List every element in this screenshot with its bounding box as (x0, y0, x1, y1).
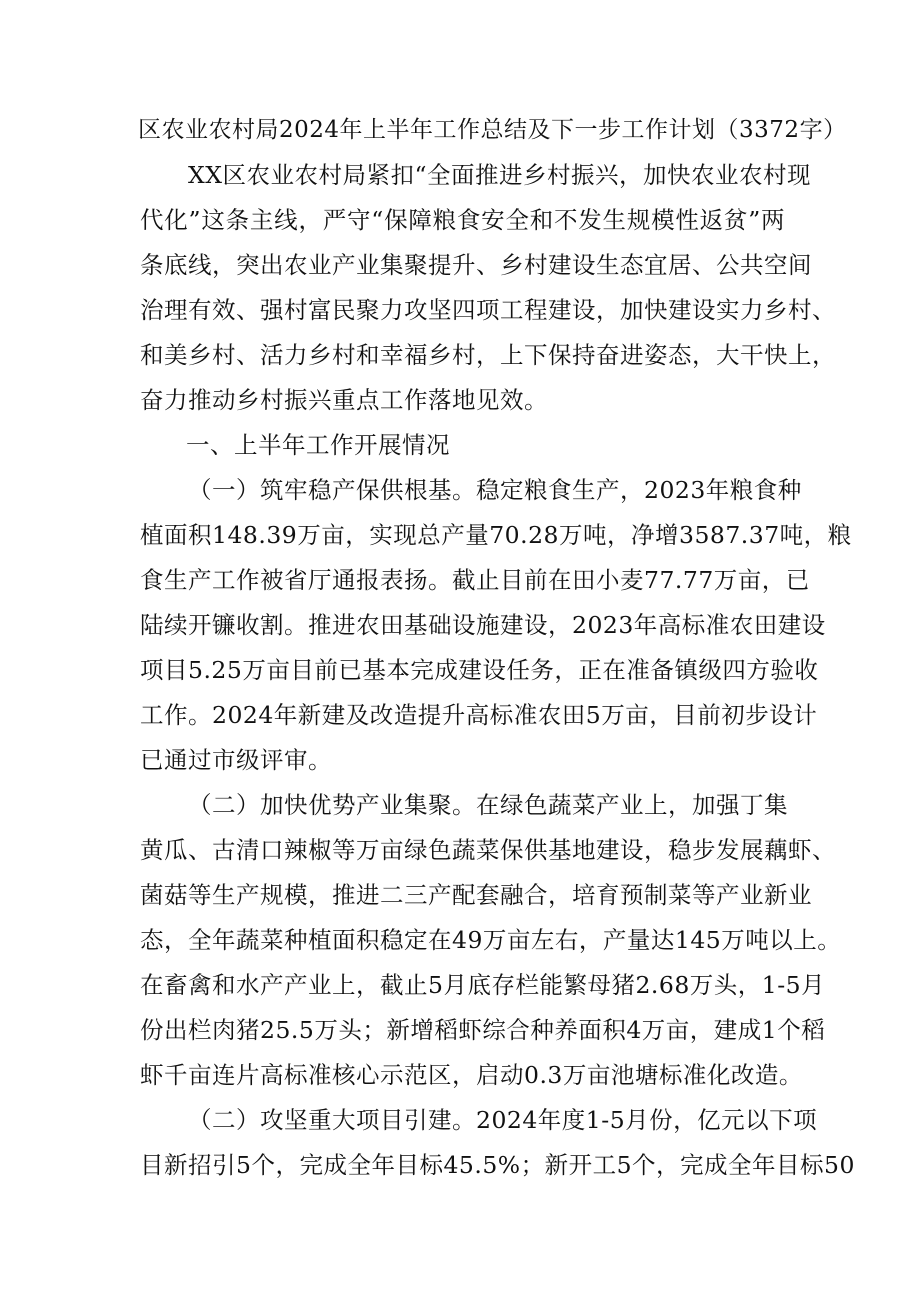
para2-line-6: 份出栏肉猪25.5万头；新增稻虾综合种养面积4万亩，建成1个稻 (140, 1016, 826, 1044)
intro-line-1: XX区农业农村局紧扣“全面推进乡村振兴，加快农业农村现 (188, 161, 811, 189)
intro-line-3: 条底线，突出农业产业集聚提升、乡村建设生态宜居、公共空间 (140, 251, 812, 279)
para2-line-2: 黄瓜、古清口辣椒等万亩绿色蔬菜保供基地建设，稳步发展藕虾、 (140, 836, 836, 864)
para1-line-2: 植面积148.39万亩，实现总产量70.28万吨，净增3587.37吨，粮 (140, 521, 852, 549)
para1-line-5: 项目5.25万亩目前已基本完成建设任务，正在准备镇级四方验收 (140, 656, 819, 684)
para3-line-2: 目新招引5个，完成全年目标45.5%；新开工5个，完成全年目标50 (140, 1151, 855, 1179)
para1-line-4: 陆续开镰收割。推进农田基础设施建设，2023年高标准农田建设 (140, 611, 826, 639)
para2-line-7: 虾千亩连片高标准核心示范区，启动0.3万亩池塘标准化改造。 (140, 1061, 803, 1089)
para2-line-5: 在畜禽和水产产业上，截止5月底存栏能繁母猪2.68万头，1-5月 (140, 971, 826, 999)
intro-line-2: 代化”这条主线，严守“保障粮食安全和不发生规模性返贫”两 (140, 206, 785, 234)
para1-line-3: 食生产工作被省厅通报表扬。截止目前在田小麦77.77万亩，已 (140, 566, 810, 594)
intro-line-4: 治理有效、强村富民聚力攻坚四项工程建设，加快建设实力乡村、 (140, 296, 836, 324)
para1-line-1: （一）筑牢稳产保供根基。稳定粮食生产，2023年粮食种 (188, 476, 802, 504)
document-title: 区农业农村局2024年上半年工作总结及下一步工作计划（3372字） (138, 117, 847, 143)
intro-line-6: 奋力推动乡村振兴重点工作落地见效。 (140, 386, 548, 414)
para2-line-3: 菌菇等生产规模，推进二三产配套融合，培育预制菜等产业新业 (140, 881, 812, 909)
para2-line-1: （二）加快优势产业集聚。在绿色蔬菜产业上，加强丁集 (188, 791, 788, 819)
para3-line-1: （二）攻坚重大项目引建。2024年度1-5月份，亿元以下项 (188, 1106, 818, 1134)
intro-line-5: 和美乡村、活力乡村和幸福乡村，上下保持奋进姿态，大干快上， (140, 341, 836, 369)
para1-line-6: 工作。2024年新建及改造提升高标准农田5万亩，目前初步设计 (140, 701, 818, 729)
section-heading: 一、上半年工作开展情况 (186, 431, 450, 459)
para2-line-4: 态，全年蔬菜种植面积稳定在49万亩左右，产量达145万吨以上。 (140, 926, 842, 954)
para1-line-7: 已通过市级评审。 (140, 746, 332, 774)
